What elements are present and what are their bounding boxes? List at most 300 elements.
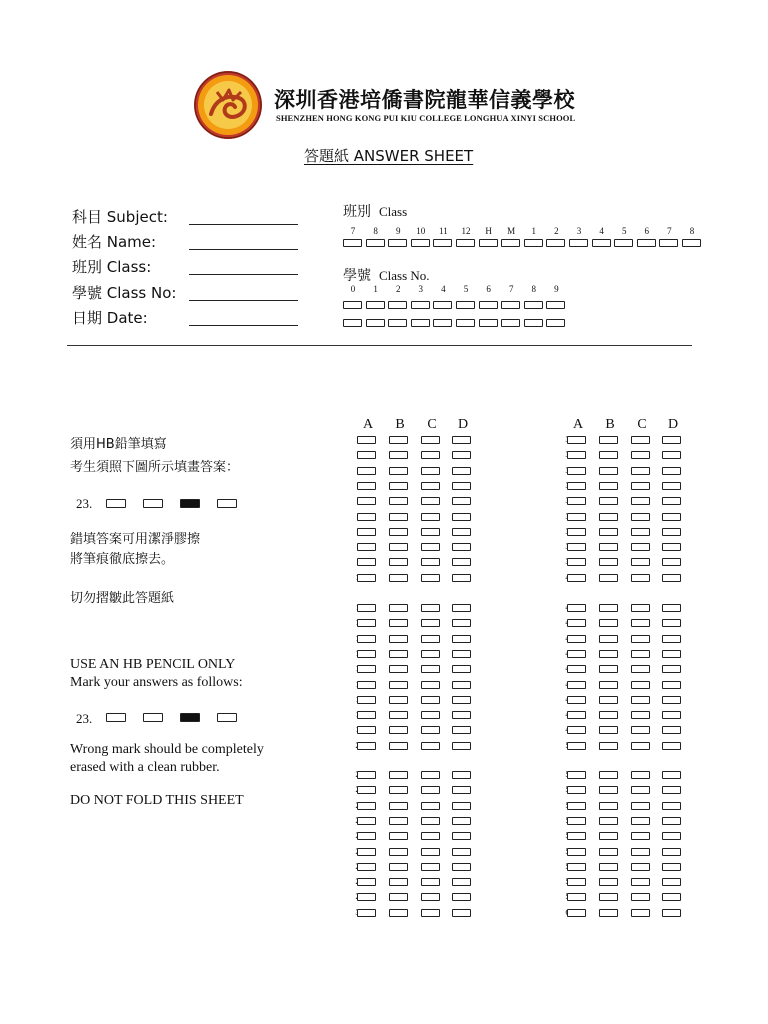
answer-bubble-d[interactable] xyxy=(662,635,681,643)
classno-bubble[interactable] xyxy=(524,301,543,309)
answer-bubble-c[interactable] xyxy=(421,528,440,536)
answer-bubble-a[interactable] xyxy=(357,771,376,779)
answer-bubble-a[interactable] xyxy=(567,909,586,917)
answer-bubble-c[interactable] xyxy=(421,696,440,704)
answer-bubble-a[interactable] xyxy=(567,467,586,475)
answer-bubble-c[interactable] xyxy=(421,909,440,917)
answer-bubble-c[interactable] xyxy=(631,893,650,901)
class-option-bubble[interactable] xyxy=(388,239,407,247)
answer-bubble-d[interactable] xyxy=(452,832,471,840)
answer-bubble-d[interactable] xyxy=(662,604,681,612)
answer-bubble-d[interactable] xyxy=(452,528,471,536)
answer-bubble-c[interactable] xyxy=(421,665,440,673)
answer-bubble-a[interactable] xyxy=(357,436,376,444)
answer-bubble-d[interactable] xyxy=(662,786,681,794)
answer-bubble-a[interactable] xyxy=(357,665,376,673)
answer-bubble-b[interactable] xyxy=(389,832,408,840)
answer-bubble-c[interactable] xyxy=(421,802,440,810)
class-option-bubble[interactable] xyxy=(456,239,475,247)
answer-bubble-c[interactable] xyxy=(631,543,650,551)
answer-bubble-c[interactable] xyxy=(631,909,650,917)
classno-bubble[interactable] xyxy=(546,319,565,327)
classno-bubble[interactable] xyxy=(479,319,498,327)
answer-bubble-d[interactable] xyxy=(662,665,681,673)
answer-bubble-a[interactable] xyxy=(357,832,376,840)
answer-bubble-b[interactable] xyxy=(389,513,408,521)
answer-bubble-a[interactable] xyxy=(357,909,376,917)
answer-bubble-c[interactable] xyxy=(631,451,650,459)
answer-bubble-d[interactable] xyxy=(662,726,681,734)
answer-bubble-d[interactable] xyxy=(662,513,681,521)
answer-bubble-d[interactable] xyxy=(452,696,471,704)
answer-bubble-d[interactable] xyxy=(662,558,681,566)
answer-bubble-d[interactable] xyxy=(452,451,471,459)
answer-bubble-c[interactable] xyxy=(631,528,650,536)
answer-bubble-a[interactable] xyxy=(567,543,586,551)
answer-bubble-c[interactable] xyxy=(631,848,650,856)
answer-bubble-c[interactable] xyxy=(631,863,650,871)
answer-bubble-c[interactable] xyxy=(631,436,650,444)
answer-bubble-c[interactable] xyxy=(421,558,440,566)
answer-bubble-b[interactable] xyxy=(389,817,408,825)
answer-bubble-c[interactable] xyxy=(421,817,440,825)
answer-bubble-a[interactable] xyxy=(567,482,586,490)
answer-bubble-a[interactable] xyxy=(357,878,376,886)
answer-bubble-b[interactable] xyxy=(599,451,618,459)
answer-bubble-b[interactable] xyxy=(389,878,408,886)
class-option-label: 2 xyxy=(554,226,559,236)
answer-bubble-b[interactable] xyxy=(389,467,408,475)
answer-bubble-b[interactable] xyxy=(389,497,408,505)
classno-bubble[interactable] xyxy=(433,301,452,309)
answer-bubble-a[interactable] xyxy=(567,802,586,810)
answer-bubble-d[interactable] xyxy=(452,742,471,750)
answer-bubble-d[interactable] xyxy=(662,817,681,825)
answer-bubble-d[interactable] xyxy=(662,482,681,490)
field-input-line[interactable] xyxy=(189,274,298,275)
answer-bubble-b[interactable] xyxy=(389,786,408,794)
classno-bubble[interactable] xyxy=(501,301,520,309)
answer-bubble-d[interactable] xyxy=(662,574,681,582)
answer-bubble-d[interactable] xyxy=(452,604,471,612)
class-option-bubble[interactable] xyxy=(501,239,520,247)
answer-bubble-d[interactable] xyxy=(452,681,471,689)
answer-bubble-d[interactable] xyxy=(452,802,471,810)
answer-bubble-c[interactable] xyxy=(421,619,440,627)
answer-bubble-b[interactable] xyxy=(599,650,618,658)
classno-bubble[interactable] xyxy=(411,301,430,309)
answer-bubble-d[interactable] xyxy=(452,467,471,475)
answer-bubble-b[interactable] xyxy=(389,436,408,444)
class-label-cn: 班別 xyxy=(343,204,371,220)
answer-bubble-a[interactable] xyxy=(357,817,376,825)
class-option-label: H xyxy=(485,226,492,236)
answer-bubble-c[interactable] xyxy=(631,771,650,779)
answer-bubble-a[interactable] xyxy=(567,711,586,719)
class-option-bubble[interactable] xyxy=(637,239,656,247)
answer-bubble-c[interactable] xyxy=(421,893,440,901)
answer-bubble-c[interactable] xyxy=(631,558,650,566)
answer-bubble-b[interactable] xyxy=(599,467,618,475)
answer-bubble-a[interactable] xyxy=(357,802,376,810)
answer-bubble-d[interactable] xyxy=(452,543,471,551)
answer-bubble-b[interactable] xyxy=(599,909,618,917)
answer-bubble-d[interactable] xyxy=(662,909,681,917)
answer-bubble-b[interactable] xyxy=(599,863,618,871)
answer-bubble-b[interactable] xyxy=(599,848,618,856)
answer-bubble-a[interactable] xyxy=(567,650,586,658)
answer-bubble-b[interactable] xyxy=(389,635,408,643)
answer-bubble-c[interactable] xyxy=(421,771,440,779)
classno-bubble[interactable] xyxy=(524,319,543,327)
answer-bubble-d[interactable] xyxy=(452,665,471,673)
answer-bubble-a[interactable] xyxy=(567,528,586,536)
answer-bubble-b[interactable] xyxy=(389,574,408,582)
answer-bubble-c[interactable] xyxy=(631,604,650,612)
answer-bubble-c[interactable] xyxy=(631,665,650,673)
answer-bubble-c[interactable] xyxy=(421,878,440,886)
classno-digit-label: 4 xyxy=(441,284,446,294)
answer-bubble-a[interactable] xyxy=(567,817,586,825)
field-input-line[interactable] xyxy=(189,224,298,225)
answer-bubble-a[interactable] xyxy=(567,635,586,643)
answer-bubble-c[interactable] xyxy=(421,742,440,750)
answer-bubble-d[interactable] xyxy=(452,893,471,901)
classno-digit-label: 9 xyxy=(554,284,559,294)
answer-bubble-b[interactable] xyxy=(599,832,618,840)
classno-bubble[interactable] xyxy=(433,319,452,327)
answer-bubble-a[interactable] xyxy=(357,742,376,750)
answer-bubble-d[interactable] xyxy=(452,817,471,825)
answer-bubble-a[interactable] xyxy=(567,558,586,566)
answer-bubble-b[interactable] xyxy=(389,742,408,750)
answer-bubble-a[interactable] xyxy=(567,863,586,871)
answer-bubble-a[interactable] xyxy=(357,786,376,794)
answer-bubble-b[interactable] xyxy=(389,558,408,566)
answer-bubble-d[interactable] xyxy=(662,497,681,505)
answer-bubble-d[interactable] xyxy=(662,711,681,719)
answer-bubble-b[interactable] xyxy=(389,619,408,627)
answer-bubble-d[interactable] xyxy=(662,451,681,459)
answer-bubble-a[interactable] xyxy=(357,482,376,490)
class-option-bubble[interactable] xyxy=(366,239,385,247)
answer-bubble-c[interactable] xyxy=(631,467,650,475)
instruction-en-nofold: DO NOT FOLD THIS SHEET xyxy=(70,793,244,808)
answer-bubble-b[interactable] xyxy=(599,635,618,643)
answer-bubble-d[interactable] xyxy=(452,635,471,643)
answer-bubble-a[interactable] xyxy=(567,497,586,505)
class-option-bubble[interactable] xyxy=(524,239,543,247)
classno-bubble[interactable] xyxy=(343,301,362,309)
answer-bubble-b[interactable] xyxy=(599,543,618,551)
answer-bubble-c[interactable] xyxy=(631,711,650,719)
answer-bubble-d[interactable] xyxy=(452,771,471,779)
answer-bubble-d[interactable] xyxy=(452,513,471,521)
answer-bubble-c[interactable] xyxy=(421,726,440,734)
answer-bubble-b[interactable] xyxy=(389,665,408,673)
answer-bubble-c[interactable] xyxy=(421,451,440,459)
class-option-bubble[interactable] xyxy=(411,239,430,247)
answer-bubble-d[interactable] xyxy=(662,650,681,658)
answer-bubble-d[interactable] xyxy=(452,436,471,444)
answer-bubble-c[interactable] xyxy=(421,604,440,612)
answer-bubble-d[interactable] xyxy=(662,436,681,444)
classno-bubble[interactable] xyxy=(456,319,475,327)
answer-bubble-d[interactable] xyxy=(662,893,681,901)
answer-bubble-c[interactable] xyxy=(631,635,650,643)
answer-bubble-d[interactable] xyxy=(662,863,681,871)
answer-bubble-b[interactable] xyxy=(599,802,618,810)
answer-bubble-b[interactable] xyxy=(389,696,408,704)
classno-bubble[interactable] xyxy=(411,319,430,327)
field-label: 班別 Class: xyxy=(72,258,152,276)
answer-bubble-a[interactable] xyxy=(357,513,376,521)
answer-bubble-a[interactable] xyxy=(357,726,376,734)
answer-bubble-b[interactable] xyxy=(599,665,618,673)
example-bubble xyxy=(143,713,163,722)
answer-bubble-b[interactable] xyxy=(389,893,408,901)
answer-bubble-a[interactable] xyxy=(567,742,586,750)
answer-bubble-b[interactable] xyxy=(389,771,408,779)
answer-bubble-b[interactable] xyxy=(389,650,408,658)
answer-bubble-c[interactable] xyxy=(421,650,440,658)
answer-bubble-d[interactable] xyxy=(452,909,471,917)
answer-bubble-b[interactable] xyxy=(389,451,408,459)
answer-bubble-c[interactable] xyxy=(631,619,650,627)
classno-bubble[interactable] xyxy=(366,319,385,327)
answer-bubble-a[interactable] xyxy=(567,848,586,856)
answer-bubble-d[interactable] xyxy=(452,497,471,505)
answer-bubble-b[interactable] xyxy=(389,863,408,871)
answer-bubble-c[interactable] xyxy=(421,574,440,582)
answer-bubble-b[interactable] xyxy=(599,711,618,719)
answer-bubble-a[interactable] xyxy=(357,863,376,871)
answer-bubble-a[interactable] xyxy=(567,786,586,794)
answer-bubble-c[interactable] xyxy=(631,742,650,750)
class-option-label: 11 xyxy=(439,226,448,236)
classno-bubble[interactable] xyxy=(546,301,565,309)
class-option-bubble[interactable] xyxy=(343,239,362,247)
answer-bubble-a[interactable] xyxy=(357,711,376,719)
answer-bubble-a[interactable] xyxy=(357,893,376,901)
answer-bubble-b[interactable] xyxy=(599,528,618,536)
class-option-bubble[interactable] xyxy=(614,239,633,247)
answer-bubble-c[interactable] xyxy=(421,543,440,551)
field-input-line[interactable] xyxy=(189,325,298,326)
answer-bubble-d[interactable] xyxy=(452,863,471,871)
answer-bubble-a[interactable] xyxy=(567,696,586,704)
answer-bubble-b[interactable] xyxy=(599,681,618,689)
answer-bubble-d[interactable] xyxy=(662,878,681,886)
answer-bubble-d[interactable] xyxy=(662,742,681,750)
answer-bubble-a[interactable] xyxy=(567,893,586,901)
answer-bubble-d[interactable] xyxy=(662,832,681,840)
answer-bubble-c[interactable] xyxy=(421,681,440,689)
answer-bubble-c[interactable] xyxy=(421,436,440,444)
answer-bubble-b[interactable] xyxy=(389,604,408,612)
answer-bubble-a[interactable] xyxy=(567,451,586,459)
answer-bubble-d[interactable] xyxy=(662,543,681,551)
answer-bubble-c[interactable] xyxy=(421,863,440,871)
answer-bubble-b[interactable] xyxy=(389,681,408,689)
answer-bubble-d[interactable] xyxy=(452,650,471,658)
answer-bubble-a[interactable] xyxy=(357,467,376,475)
answer-bubble-c[interactable] xyxy=(631,513,650,521)
answer-bubble-c[interactable] xyxy=(421,635,440,643)
answer-bubble-c[interactable] xyxy=(421,513,440,521)
answer-bubble-d[interactable] xyxy=(452,878,471,886)
answer-bubble-c[interactable] xyxy=(421,482,440,490)
answer-bubble-d[interactable] xyxy=(452,574,471,582)
instruction-cn-nofold: 切勿摺皺此答題紙 xyxy=(70,591,175,606)
answer-bubble-a[interactable] xyxy=(357,558,376,566)
answer-bubble-d[interactable] xyxy=(452,786,471,794)
instruction-en-mark: Mark your answers as follows: xyxy=(70,675,243,690)
answer-bubble-b[interactable] xyxy=(389,909,408,917)
answer-bubble-a[interactable] xyxy=(567,771,586,779)
answer-bubble-c[interactable] xyxy=(421,848,440,856)
classno-bubble[interactable] xyxy=(388,319,407,327)
answer-bubble-a[interactable] xyxy=(357,604,376,612)
answer-bubble-a[interactable] xyxy=(357,619,376,627)
class-option-bubble[interactable] xyxy=(546,239,565,247)
answer-bubble-b[interactable] xyxy=(599,878,618,886)
answer-bubble-c[interactable] xyxy=(631,696,650,704)
answer-bubble-b[interactable] xyxy=(389,726,408,734)
class-option-bubble[interactable] xyxy=(682,239,701,247)
classno-bubble[interactable] xyxy=(366,301,385,309)
classno-bubble[interactable] xyxy=(479,301,498,309)
answer-bubble-d[interactable] xyxy=(452,726,471,734)
answer-bubble-c[interactable] xyxy=(631,650,650,658)
answer-bubble-b[interactable] xyxy=(599,726,618,734)
answer-bubble-b[interactable] xyxy=(599,696,618,704)
answer-bubble-c[interactable] xyxy=(631,802,650,810)
answer-bubble-a[interactable] xyxy=(567,436,586,444)
answer-bubble-c[interactable] xyxy=(421,786,440,794)
answer-bubble-b[interactable] xyxy=(599,513,618,521)
answer-bubble-b[interactable] xyxy=(389,482,408,490)
classno-bubble[interactable] xyxy=(343,319,362,327)
class-option-bubble[interactable] xyxy=(479,239,498,247)
answer-bubble-c[interactable] xyxy=(631,497,650,505)
classno-bubble[interactable] xyxy=(456,301,475,309)
answer-bubble-b[interactable] xyxy=(599,436,618,444)
answer-bubble-b[interactable] xyxy=(389,711,408,719)
class-option-bubble[interactable] xyxy=(433,239,452,247)
answer-bubble-d[interactable] xyxy=(662,802,681,810)
school-name-english: SHENZHEN HONG KONG PUI KIU COLLEGE LONGHUA XINYI SCHOOL xyxy=(276,113,576,123)
answer-bubble-c[interactable] xyxy=(631,482,650,490)
class-option-bubble[interactable] xyxy=(592,239,611,247)
answer-bubble-b[interactable] xyxy=(599,817,618,825)
answer-bubble-c[interactable] xyxy=(421,467,440,475)
answer-bubble-c[interactable] xyxy=(631,574,650,582)
answer-bubble-c[interactable] xyxy=(421,832,440,840)
answer-bubble-a[interactable] xyxy=(567,513,586,521)
answer-bubble-b[interactable] xyxy=(599,558,618,566)
answer-bubble-a[interactable] xyxy=(357,848,376,856)
answer-column-header: D xyxy=(457,417,469,432)
answer-bubble-b[interactable] xyxy=(599,771,618,779)
answer-bubble-a[interactable] xyxy=(567,574,586,582)
answer-bubble-a[interactable] xyxy=(357,528,376,536)
answer-bubble-d[interactable] xyxy=(452,619,471,627)
classno-bubble[interactable] xyxy=(388,301,407,309)
answer-bubble-a[interactable] xyxy=(567,726,586,734)
answer-bubble-d[interactable] xyxy=(452,558,471,566)
answer-bubble-a[interactable] xyxy=(357,497,376,505)
answer-bubble-d[interactable] xyxy=(662,848,681,856)
answer-bubble-b[interactable] xyxy=(389,543,408,551)
header-divider xyxy=(67,345,692,346)
answer-bubble-a[interactable] xyxy=(357,696,376,704)
answer-bubble-d[interactable] xyxy=(662,696,681,704)
answer-bubble-a[interactable] xyxy=(567,619,586,627)
class-option-bubble[interactable] xyxy=(659,239,678,247)
answer-bubble-c[interactable] xyxy=(631,878,650,886)
answer-bubble-c[interactable] xyxy=(421,711,440,719)
answer-bubble-b[interactable] xyxy=(599,742,618,750)
answer-bubble-b[interactable] xyxy=(389,528,408,536)
answer-bubble-a[interactable] xyxy=(357,635,376,643)
class-option-label: 6 xyxy=(644,226,650,236)
answer-bubble-d[interactable] xyxy=(452,711,471,719)
answer-bubble-d[interactable] xyxy=(662,528,681,536)
answer-bubble-c[interactable] xyxy=(421,497,440,505)
answer-bubble-a[interactable] xyxy=(357,574,376,582)
answer-bubble-a[interactable] xyxy=(567,665,586,673)
answer-bubble-c[interactable] xyxy=(631,786,650,794)
classno-section-label xyxy=(343,265,430,285)
answer-bubble-b[interactable] xyxy=(389,848,408,856)
answer-bubble-b[interactable] xyxy=(599,786,618,794)
classno-bubble[interactable] xyxy=(501,319,520,327)
answer-bubble-a[interactable] xyxy=(567,832,586,840)
answer-bubble-b[interactable] xyxy=(599,497,618,505)
answer-bubble-d[interactable] xyxy=(662,681,681,689)
answer-bubble-d[interactable] xyxy=(662,771,681,779)
answer-bubble-b[interactable] xyxy=(599,482,618,490)
answer-bubble-a[interactable] xyxy=(357,681,376,689)
answer-bubble-c[interactable] xyxy=(631,726,650,734)
class-option-bubble[interactable] xyxy=(569,239,588,247)
answer-bubble-b[interactable] xyxy=(599,893,618,901)
instruction-cn-erase-1: 錯填答案可用潔淨膠擦 xyxy=(70,532,201,547)
answer-bubble-d[interactable] xyxy=(452,848,471,856)
answer-bubble-b[interactable] xyxy=(599,574,618,582)
answer-bubble-a[interactable] xyxy=(357,650,376,658)
answer-bubble-c[interactable] xyxy=(631,681,650,689)
answer-bubble-c[interactable] xyxy=(631,817,650,825)
class-option-label: 10 xyxy=(416,226,426,236)
answer-bubble-a[interactable] xyxy=(357,451,376,459)
answer-bubble-c[interactable] xyxy=(631,832,650,840)
answer-bubble-b[interactable] xyxy=(599,619,618,627)
answer-bubble-a[interactable] xyxy=(567,878,586,886)
answer-bubble-d[interactable] xyxy=(662,619,681,627)
field-input-line[interactable] xyxy=(189,249,298,250)
answer-bubble-b[interactable] xyxy=(389,802,408,810)
answer-bubble-a[interactable] xyxy=(357,543,376,551)
answer-bubble-b[interactable] xyxy=(599,604,618,612)
field-input-line[interactable] xyxy=(189,300,298,301)
answer-bubble-d[interactable] xyxy=(662,467,681,475)
answer-bubble-d[interactable] xyxy=(452,482,471,490)
answer-bubble-a[interactable] xyxy=(567,681,586,689)
answer-bubble-a[interactable] xyxy=(567,604,586,612)
answer-column-header: B xyxy=(605,417,615,432)
